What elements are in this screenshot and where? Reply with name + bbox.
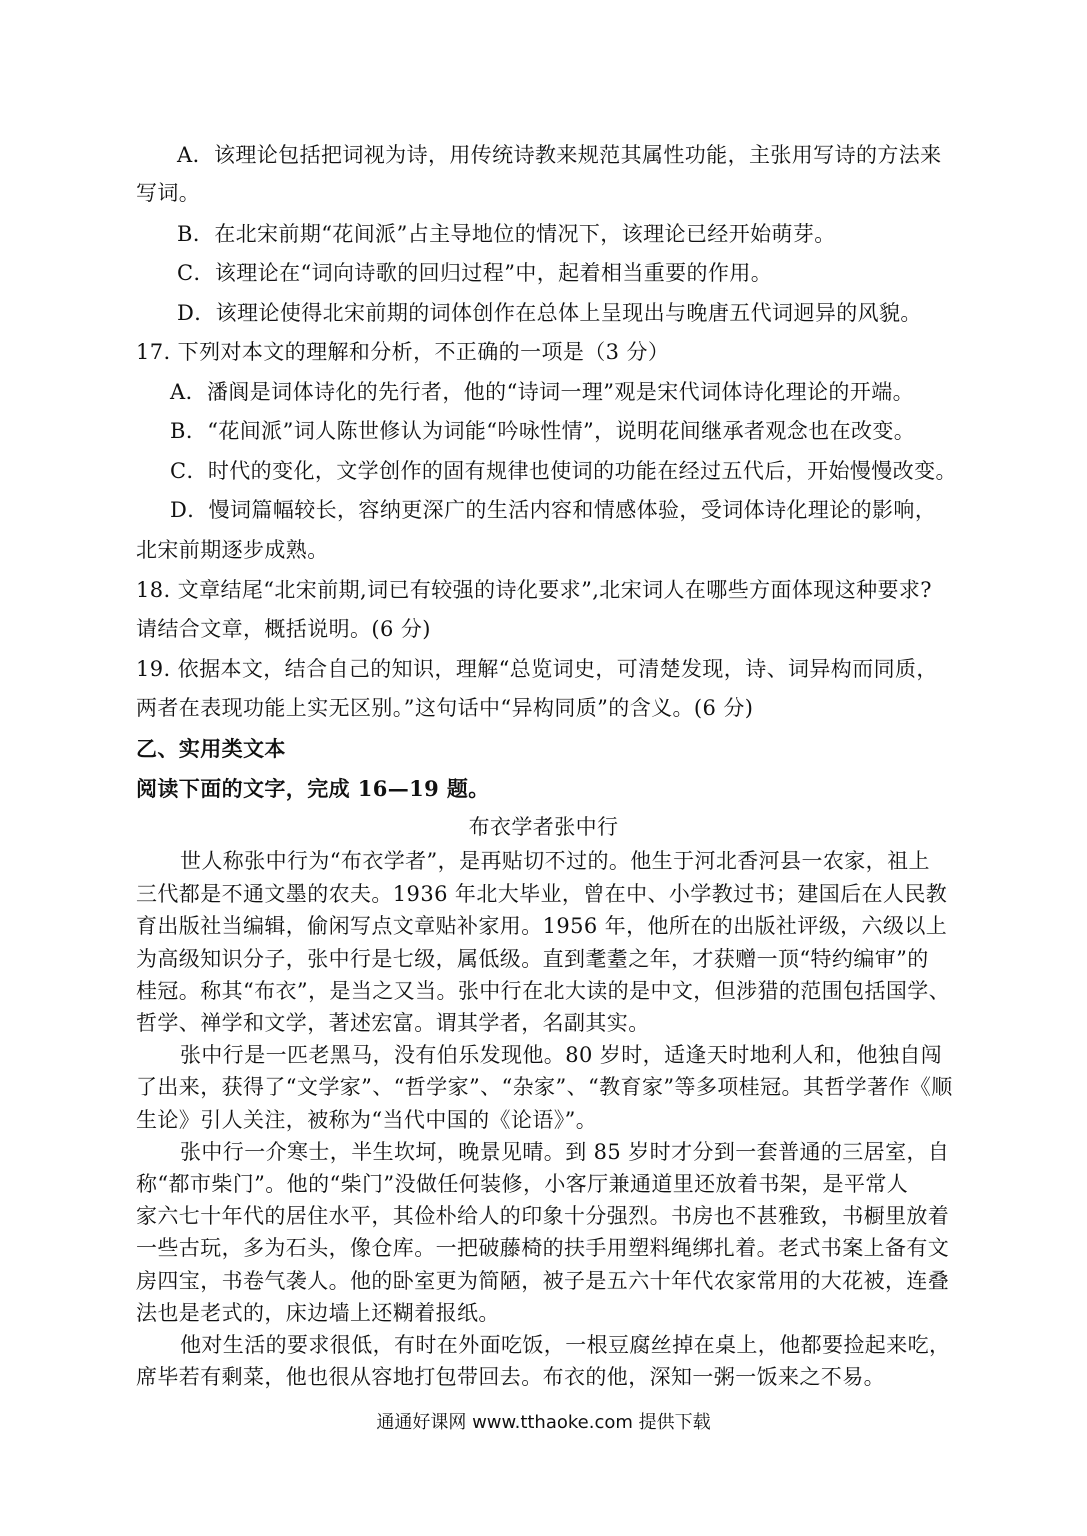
q19-line: 两者在表现功能上实无区别。”这句话中“异构同质”的含义。(6 分) (136, 696, 754, 720)
q16-option-b: B．在北宋前期“花间派”占主导地位的情况下，该理论已经开始萌芽。 (177, 222, 836, 246)
q16-option-d: D．该理论使得北宋前期的词体创作在总体上呈现出与晚唐五代词迥异的风貌。 (177, 301, 922, 325)
q17-option-c: C．时代的变化，文学创作的固有规律也使词的功能在经过五代后，开始慢慢改变。 (170, 459, 957, 483)
paragraph-line: 为高级知识分子，张中行是七级，属低级。直到耄耋之年，才获赠一顶“特约编审”的 (136, 947, 929, 971)
section-heading: 乙、实用类文本 (136, 736, 286, 761)
q16-option-a-continued: 写词。 (136, 181, 201, 205)
q17-option-b: B．“花间派”词人陈世修认为词能“吟咏性情”，说明花间继承者观念也在改变。 (170, 419, 916, 443)
paragraph-line: 三代都是不通文墨的农夫。1936 年北大毕业，曾在中、小学教过书；建国后在人民教 (136, 882, 948, 906)
paragraph-line: 生论》引人关注，被称为“当代中国的《论语》”。 (136, 1108, 598, 1132)
section-instruction: 阅读下面的文字，完成 16—19 题。 (136, 776, 490, 801)
page-footer: 通通好课网 www.tthaoke.com 提供下载 (376, 1412, 711, 1433)
q17-stem: 17. 下列对本文的理解和分析，不正确的一项是（3 分） (136, 340, 670, 364)
paragraph-line: 法也是老式的，床边墙上还糊着报纸。 (136, 1301, 500, 1325)
paragraph-line: 称“都市柴门”。他的“柴门”没做任何装修，小客厅兼通道里还放着书架，是平常人 (136, 1172, 909, 1196)
article-title: 布衣学者张中行 (468, 815, 619, 839)
paragraph-line: 桂冠。称其“布衣”，是当之又当。张中行在北大读的是中文，但涉猎的范围包括国学、 (136, 979, 951, 1003)
paragraph-line: 哲学、禅学和文学，著述宏富。谓其学者，名副其实。 (136, 1011, 650, 1035)
paragraph-line: 世人称张中行为“布衣学者”，是再贴切不过的。他生于河北香河县一农家，祖上 (180, 849, 930, 873)
paragraph-line: 育出版社当编辑，偷闲写点文章贴补家用。1956 年，他所在的出版社评级，六级以上 (136, 914, 948, 938)
paragraph-line: 家六七十年代的居住水平，其俭朴给人的印象十分强烈。书房也不甚雅致，书橱里放着 (136, 1204, 950, 1228)
q19-line: 19. 依据本文，结合自己的知识，理解“总览词史，可清楚发现，诗、词异构而同质， (136, 657, 938, 681)
paragraph-line: 房四宝，书卷气袭人。他的卧室更为简陋，被子是五六十年代农家常用的大花被，连叠 (136, 1269, 950, 1293)
paragraph-line: 了出来，获得了“文学家”、“哲学家”、“杂家”、“教育家”等多项桂冠。其哲学著作《顺 (136, 1075, 953, 1099)
q18-line: 请结合文章，概括说明。(6 分) (136, 617, 431, 641)
paragraph-line: 一些古玩，多为石头，像仓库。一把破藤椅的扶手用塑料绳绑扎着。老式书案上备有文 (136, 1236, 950, 1260)
q18-line: 18. 文章结尾“北宋前期,词已有较强的诗化要求”,北宋词人在哪些方面体现这种要求? (136, 578, 932, 602)
q17-option-a: A．潘阆是词体诗化的先行者，他的“诗词一理”观是宋代词体诗化理论的开端。 (170, 380, 915, 404)
paragraph-line: 他对生活的要求很低，有时在外面吃饭，一根豆腐丝掉在桌上，他都要捡起来吃， (180, 1333, 951, 1357)
paragraph-line: 张中行是一匹老黑马，没有伯乐发现他。80 岁时，适逢天时地利人和，他独自闯 (180, 1043, 943, 1067)
q17-option-d-continued: 北宋前期逐步成熟。 (136, 538, 329, 562)
q16-option-c: C．该理论在“词向诗歌的回归过程”中，起着相当重要的作用。 (177, 261, 773, 285)
paragraph-line: 席毕若有剩菜，他也很从容地打包带回去。布衣的他，深知一粥一饭来之不易。 (136, 1365, 885, 1389)
q16-option-a: A．该理论包括把词视为诗，用传统诗教来规范其属性功能，主张用写诗的方法来 (177, 143, 942, 167)
paragraph-line: 张中行一介寒士，半生坎坷，晚景见晴。到 85 岁时才分到一套普通的三居室，自 (180, 1140, 950, 1164)
q17-option-d: D．慢词篇幅较长，容纳更深广的生活内容和情感体验，受词体诗化理论的影响， (170, 498, 937, 522)
